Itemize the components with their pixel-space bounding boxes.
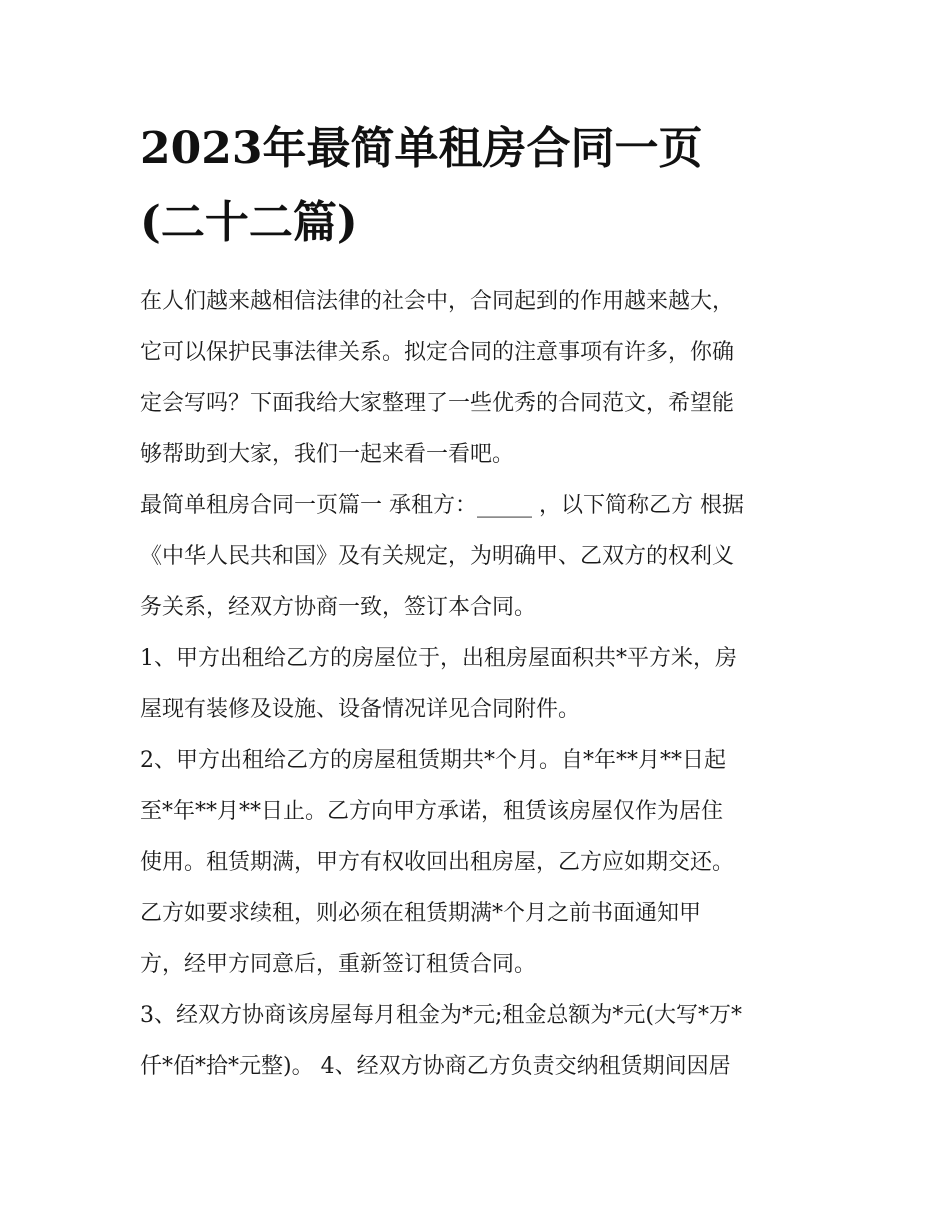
body-line: 3、经双方协商该房屋每月租金为*元;租金总额为*元(大写*万*: [140, 1003, 742, 1028]
body-line: 《中华人民共和国》及有关规定，为明确甲、乙双方的权利义: [140, 544, 735, 569]
body-line: 定会写吗？下面我给大家整理了一些优秀的合同范文，希望能: [140, 391, 735, 416]
body-line: 使用。租赁期满，甲方有权收回出租房屋，乙方应如期交还。: [140, 850, 735, 875]
body-line: 够帮助到大家，我们一起来看一看吧。: [140, 442, 515, 467]
body-line: 它可以保护民事法律关系。拟定合同的注意事项有许多，你确: [140, 340, 735, 365]
body-line: 最简单租房合同一页篇一 承租方：_____ ，以下简称乙方 根据: [140, 493, 744, 518]
body-line: 1、甲方出租给乙方的房屋位于，出租房屋面积共*平方米，房: [140, 646, 737, 671]
body-line: 乙方如要求续租，则必须在租赁期满*个月之前书面通知甲: [140, 901, 702, 926]
title-line: (二十二篇): [140, 197, 358, 248]
body-line: 务关系，经双方协商一致，签订本合同。: [140, 595, 537, 620]
body-line: 仟*佰*拾*元整)。 4、经双方协商乙方负责交纳租赁期间因居: [140, 1054, 731, 1079]
body-line: 在人们越来越相信法律的社会中，合同起到的作用越来越大，: [140, 289, 735, 314]
body-line: 2、甲方出租给乙方的房屋租赁期共*个月。自*年**月**日起: [140, 748, 726, 773]
body-line: 屋现有装修及设施、设备情况详见合同附件。: [140, 697, 581, 722]
body-line: 至*年**月**日止。乙方向甲方承诺，租赁该房屋仅作为居住: [140, 799, 724, 824]
title-line: 2023年最简单租房合同一页: [140, 123, 703, 174]
document-body: [140, 276, 830, 1092]
document-title: [140, 112, 820, 260]
body-line: 方，经甲方同意后，重新签订租赁合同。: [140, 952, 537, 977]
